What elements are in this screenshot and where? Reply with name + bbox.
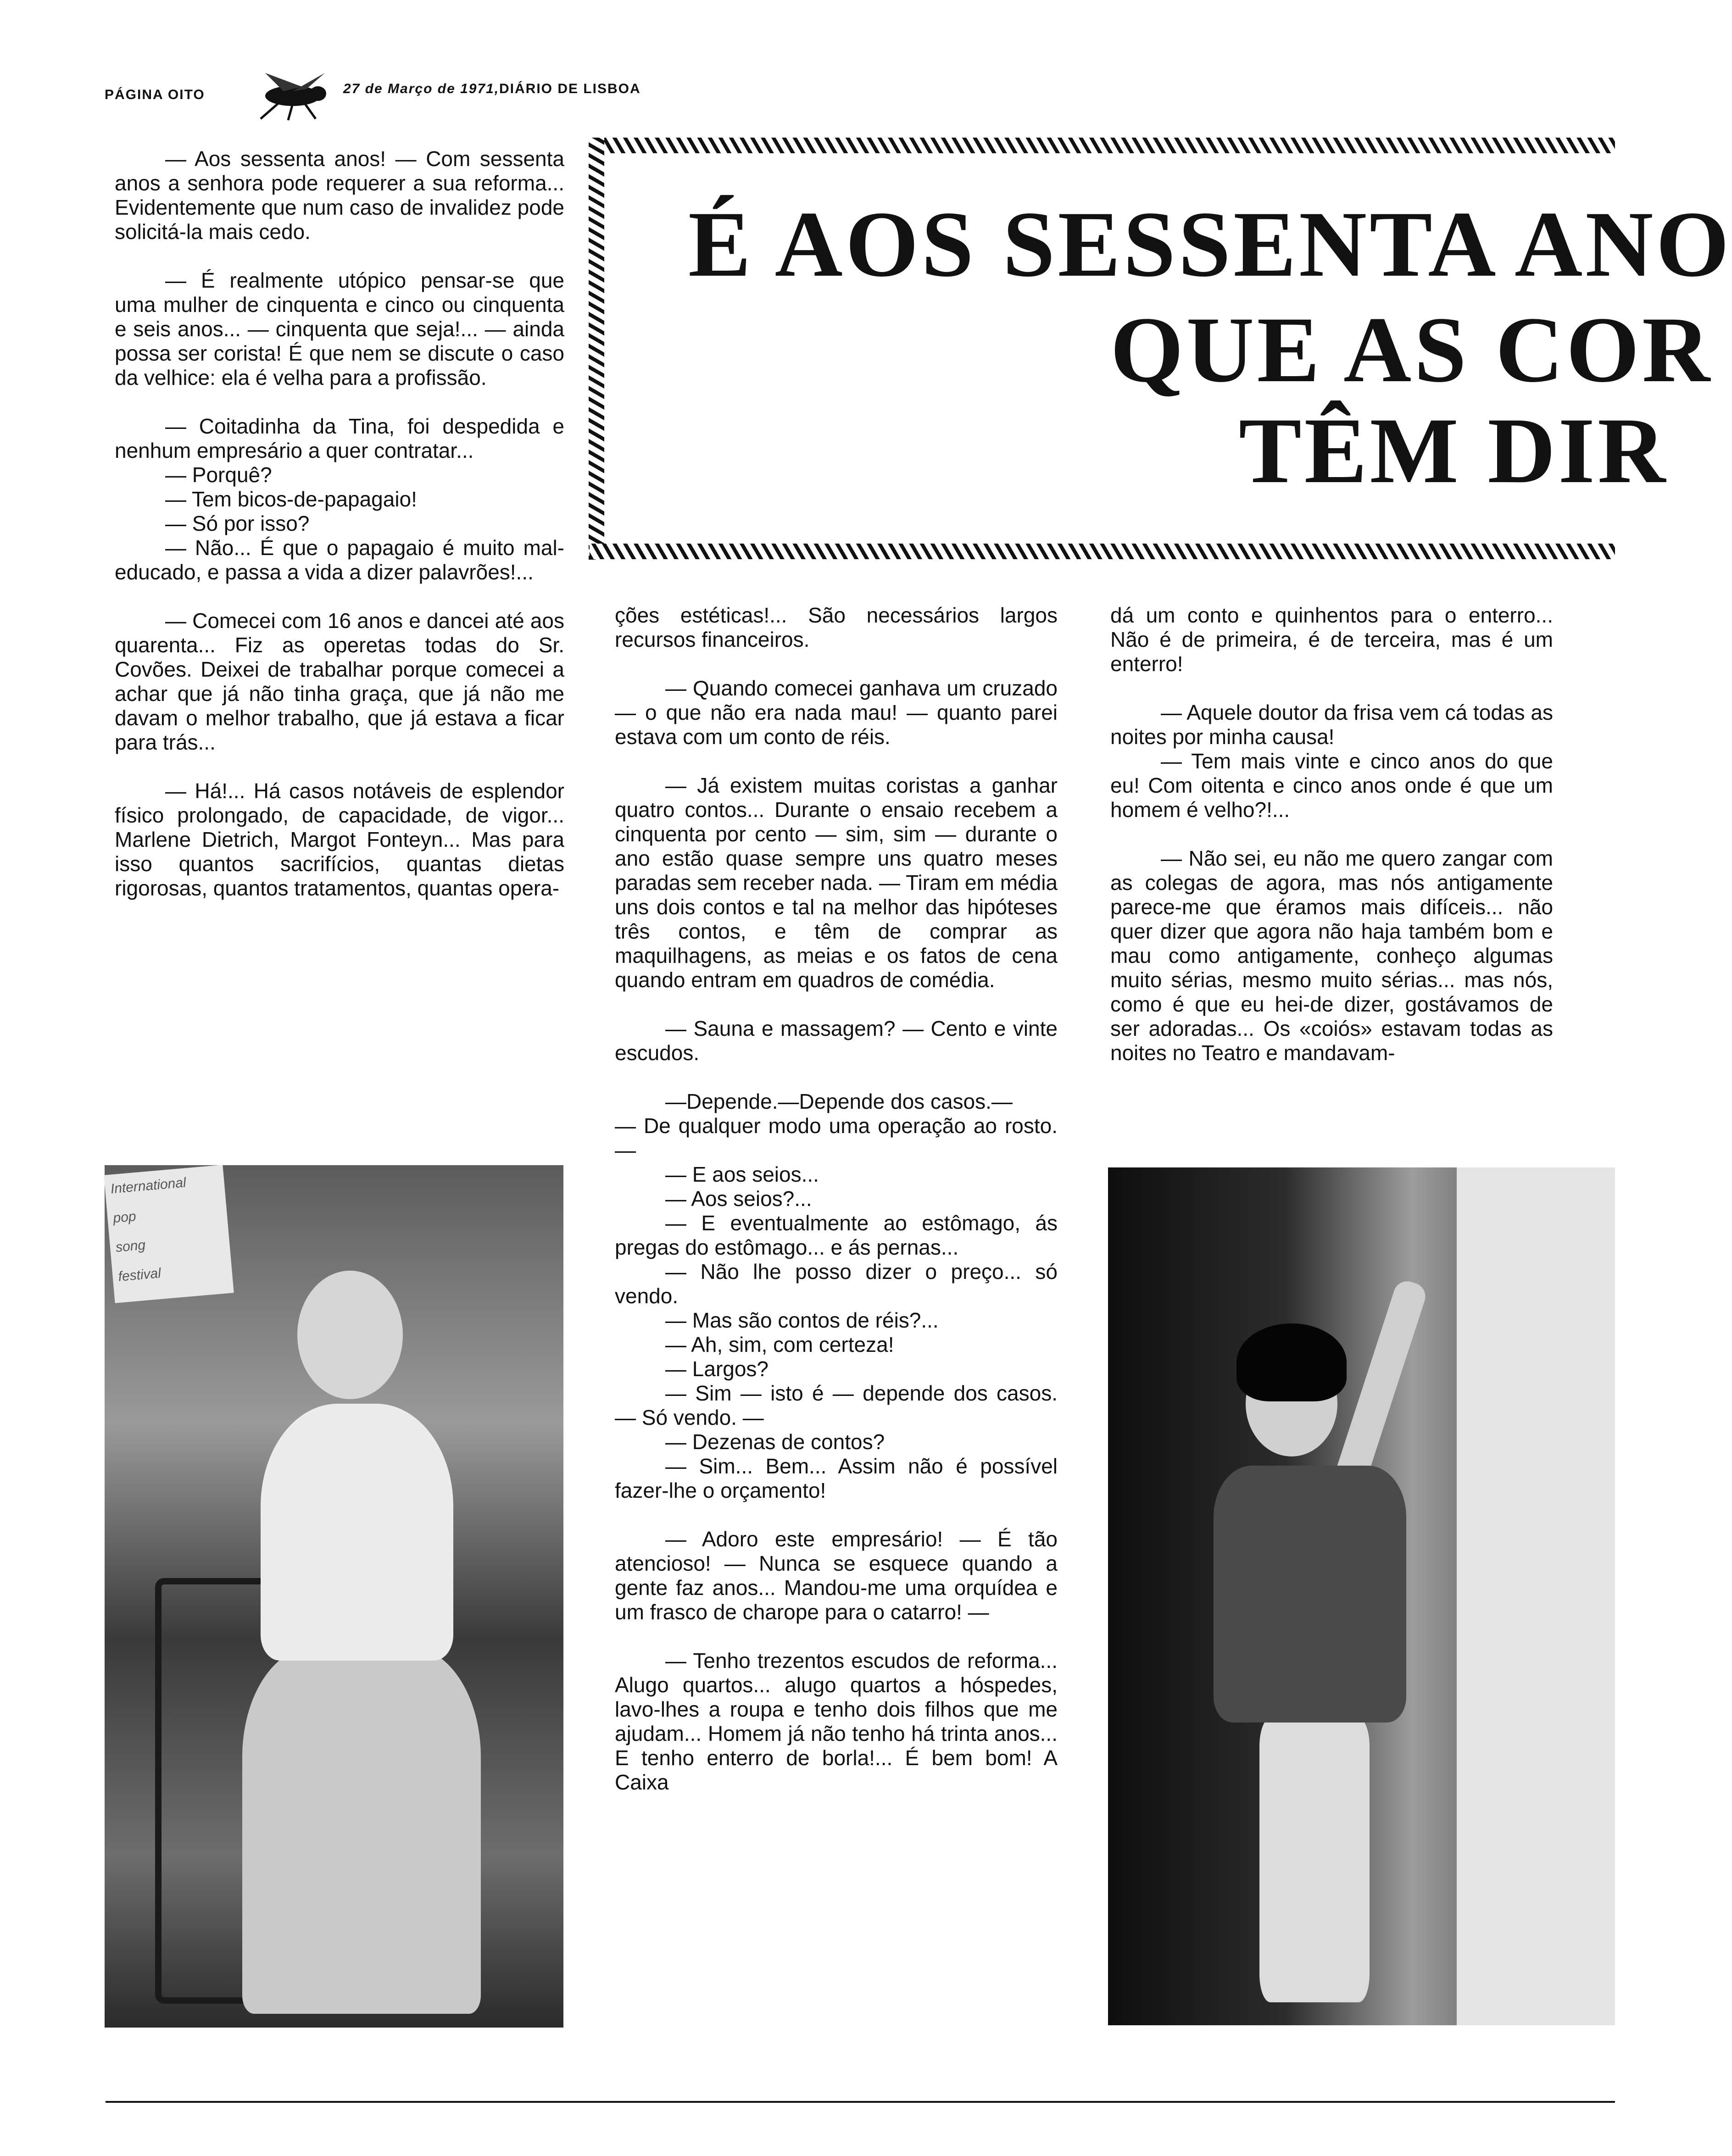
paragraph: — Coitadinha da Tina, foi despedida e nenhum empresário a quer contratar... [115,414,564,462]
paragraph: — Aquele doutor da frisa vem cá todas as noites por minha causa! [1110,700,1553,749]
paragraph: — Comecei com 16 anos e dancei até aos quarenta... Fiz as operetas todas do Sr. Covões. Deixei de trabalhar porque comecei a achar que já não tinha graça, que já não me davam o melhor trabalho, que já estava a ficar para trás... [115,609,564,754]
figure-legs [1259,1718,1370,2002]
headline-line-1: É AOS SESSENTA ANO [688,192,1732,296]
paragraph: —Depende.—Depende dos casos.— [665,1089,1013,1113]
headline-line-3: TÊM DIR [1239,399,1669,503]
paragraph: — Aos sessenta anos! — Com sessenta anos a senhora pode requerer a sua reforma... Evidentemente que num caso de invalidez pode solicitá-la mais cedo. [115,147,564,244]
headline-border-left [589,138,604,560]
paragraph: — Só por isso? [165,511,310,535]
figure-head [297,1271,403,1399]
paragraph: — Dezenas de contos? [665,1430,885,1454]
paragraph: — Largos? [665,1357,769,1381]
paragraph: — Adoro este empresário! — É tão atencioso! — Nunca se esquece quando a gente faz anos... Mandou-me uma orquídea e um frasco de charope para o catarro! — [615,1527,1058,1624]
article-column-3 [1110,603,1553,1089]
paragraph: — Sim — isto é — depende dos casos. — Só vendo. — [615,1381,1058,1429]
headline-border-bottom [590,544,1615,559]
paragraph: — Não lhe posso dizer o preço... só vendo. [615,1260,1058,1308]
paragraph: — Sauna e massagem? — Cento e vinte escudos. [615,1017,1058,1065]
photo-seated-woman [105,1165,563,2028]
doorway [1457,1167,1615,2025]
figure-hair [1236,1323,1347,1401]
paragraph: — E aos seios... [665,1162,819,1186]
paragraph: — Aos seios?... [665,1187,812,1211]
paragraph: — Há!... Há casos notáveis de esplendor físico prolongado, de capacidade, de vigor... Marlene Dietrich, Margot Fonteyn... Mas para isso quantos sacrifícios, quantas dietas rigorosas, quantos tratamentos, quantas opera- [115,779,564,900]
page-header [105,79,747,111]
page-number: PÁGINA OITO [105,87,205,102]
paragraph: — Tem bicos-de-papagaio! [165,487,417,511]
paragraph: — Quando comecei ganhava um cruzado — o que não era nada mau! — quanto parei estava com um conto de réis. [615,676,1058,749]
figure-arm [1333,1278,1429,1488]
paragraph: — Porquê? [165,463,272,487]
paragraph: — E eventualmente ao estômago, ás pregas do estômago... e ás pernas... [615,1211,1058,1259]
headline-border-top [590,138,1615,153]
paragraph: — Tem mais vinte e cinco anos do que eu! Com oitenta e cinco anos onde é que um homem é velho?!... [1110,749,1553,822]
newspaper-name: DIÁRIO DE LISBOA [499,81,641,96]
fly-icon [238,71,348,121]
issue-date: 27 de Março de 1971, [343,81,500,96]
photo-dancing-woman [1108,1167,1615,2025]
festival-sign: International pop song festival [104,1165,234,1303]
figure-legs [242,1647,481,2014]
article-column-1 [115,147,564,925]
headline-line-2: QUE AS COR [1110,298,1713,402]
paragraph: — Tenho trezentos escudos de reforma... Alugo quartos... alugo quartos a hóspedes, lavo-lhes a roupa e tenho dois filhos que me ajudam... Homem já não tenho há trinta anos... E tenho enterro de borla!... É bem bom! A Caixa [615,1649,1058,1794]
paragraph: — Sim... Bem... Assim não é possível fazer-lhe o orçamento! [615,1454,1058,1502]
paragraph: ções estéticas!... São necessários largos recursos financeiros. [615,603,1058,651]
bottom-rule [106,2101,1615,2103]
paragraph: — Não sei, eu não me quero zangar com as colegas de agora, mas nós antigamente parece-me que éramos mais difíceis... não quer dizer que agora não haja também bom e mau como antigamente, conheço algumas muito sérias, mesmo muito sérias... mas nós, como é que eu hei-de dizer, gostávamos de ser adoradas... Os «coiós» estavam todas as noites no Teatro e mandavam- [1110,846,1553,1065]
paragraph: dá um conto e quinhentos para o enterro... Não é de primeira, é de terceira, mas é um enterro! [1110,603,1553,676]
paragraph: — Não... É que o papagaio é muito mal-educado, e passa a vida a dizer palavrões!... [115,536,564,584]
paragraph: — Já existem muitas coristas a ganhar quatro contos... Durante o ensaio recebem a cinquenta por cento — sim, sim — durante o ano estão quase sempre uns quatro meses paradas sem receber nada. — Tiram em média uns dois contos e tal na melhor das hipóteses três contos, e têm de comprar as maquilhagens, as meias e os fatos de cena quando entram em quadros de comédia. [615,773,1058,992]
paragraph: — De qualquer modo uma operação ao rosto. — [615,1114,1058,1162]
paragraph: — Mas são contos de réis?... [665,1308,939,1332]
figure-body [1214,1466,1406,1723]
paragraph: — Ah, sim, com certeza! [665,1333,894,1356]
article-column-2 [615,603,1058,1819]
paragraph: — É realmente utópico pensar-se que uma mulher de cinquenta e cinco ou cinquenta e seis anos... — cinquenta que seja!... — ainda possa ser corista! É que nem se discute o caso da velhice: ela é velha para a profissão. [115,268,564,389]
figure-body [261,1404,453,1661]
